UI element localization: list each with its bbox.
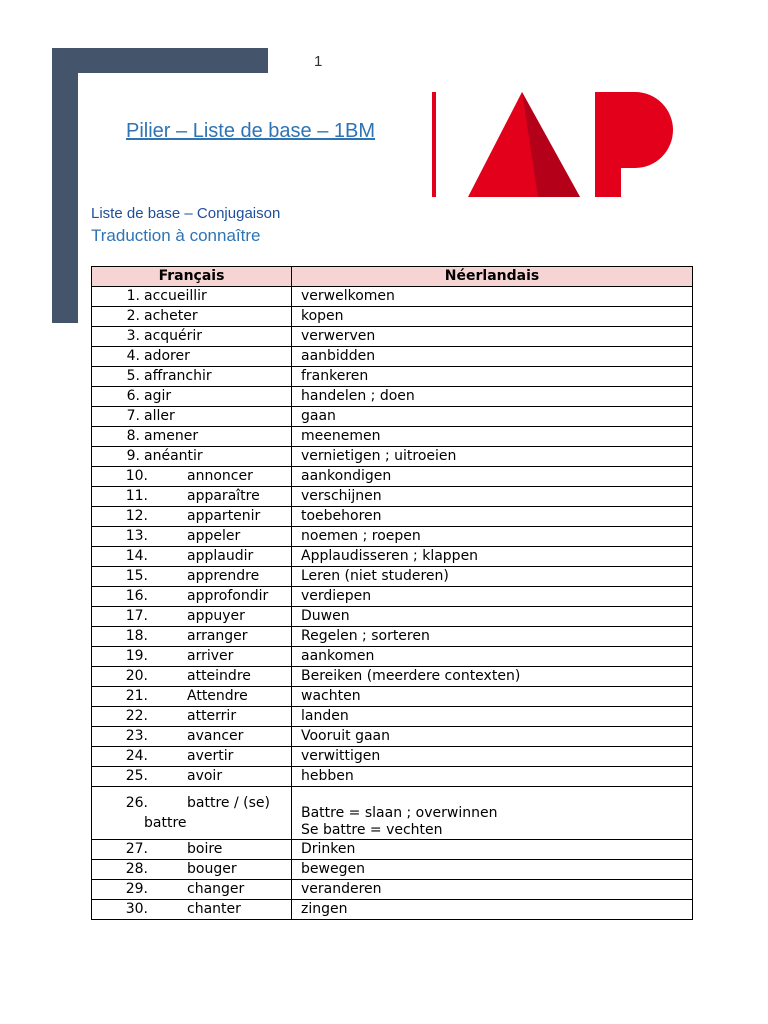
french-verb: agir xyxy=(144,388,172,404)
table-header-row xyxy=(92,267,693,287)
dutch-translation: handelen ; doen xyxy=(301,388,415,404)
dutch-translation: Battre = slaan ; overwinnen xyxy=(301,805,498,821)
row-number: 11. xyxy=(125,488,148,504)
dutch-translation: toebehoren xyxy=(301,508,382,524)
french-verb: arriver xyxy=(187,648,234,664)
dutch-translation: meenemen xyxy=(301,428,381,444)
table-row xyxy=(92,880,693,900)
dutch-translation: frankeren xyxy=(301,368,369,384)
dutch-translation: verwittigen xyxy=(301,748,381,764)
dutch-translation: hebben xyxy=(301,768,354,784)
cell-francais xyxy=(92,327,292,347)
cell-francais xyxy=(92,707,292,727)
cell-francais xyxy=(92,367,292,387)
row-number: 8. xyxy=(126,428,140,444)
dutch-translation: kopen xyxy=(301,308,344,324)
french-verb: adorer xyxy=(144,348,190,364)
table-row xyxy=(92,707,693,727)
cell-francais xyxy=(92,387,292,407)
french-verb: applaudir xyxy=(187,548,254,564)
row-number: 28. xyxy=(125,861,148,877)
row-number: 30. xyxy=(125,901,148,917)
row-number: 15. xyxy=(125,568,148,584)
french-verb: avoir xyxy=(187,768,223,784)
french-verb: arranger xyxy=(187,628,248,644)
ap-logo xyxy=(430,90,680,200)
table-row xyxy=(92,507,693,527)
cell-francais xyxy=(92,860,292,880)
cell-francais xyxy=(92,587,292,607)
row-number: 10. xyxy=(125,468,148,484)
cell-francais xyxy=(92,767,292,787)
table-row xyxy=(92,587,693,607)
row-number: 2. xyxy=(126,308,140,324)
row-number: 26. xyxy=(125,795,148,811)
cell-francais xyxy=(92,447,292,467)
header-neerlandais: Néerlandais xyxy=(292,267,693,287)
cell-francais xyxy=(92,627,292,647)
dutch-translation: verschijnen xyxy=(301,488,382,504)
french-verb: apprendre xyxy=(187,568,260,584)
cell-neerlandais xyxy=(292,507,693,527)
table-row xyxy=(92,627,693,647)
table-row xyxy=(92,447,693,467)
french-verb: annoncer xyxy=(187,468,253,484)
table-row xyxy=(92,427,693,447)
row-number: 21. xyxy=(125,688,148,704)
dutch-translation: Regelen ; sorteren xyxy=(301,628,430,644)
section-heading: Liste de base – Conjugaison xyxy=(91,205,281,222)
row-number: 7. xyxy=(126,408,140,424)
row-number: 4. xyxy=(126,348,140,364)
dutch-translation: noemen ; roepen xyxy=(301,528,421,544)
row-number: 20. xyxy=(125,668,148,684)
decorative-bar-top xyxy=(52,48,268,73)
cell-francais xyxy=(92,687,292,707)
row-number: 23. xyxy=(125,728,148,744)
cell-neerlandais xyxy=(292,767,693,787)
cell-francais xyxy=(92,427,292,447)
dutch-translation: gaan xyxy=(301,408,336,424)
french-verb: changer xyxy=(187,881,245,897)
table-row xyxy=(92,327,693,347)
dutch-translation: Drinken xyxy=(301,841,356,857)
row-number: 27. xyxy=(125,841,148,857)
page-number: 1 xyxy=(314,53,323,70)
table-row xyxy=(92,367,693,387)
cell-francais xyxy=(92,900,292,920)
cell-neerlandais xyxy=(292,547,693,567)
table-row xyxy=(92,407,693,427)
dutch-translation: bewegen xyxy=(301,861,365,877)
french-verb: battre / (se) xyxy=(187,795,270,811)
cell-neerlandais xyxy=(292,627,693,647)
dutch-translation: vernietigen ; uitroeien xyxy=(301,448,457,464)
french-verb: bouger xyxy=(187,861,237,877)
cell-neerlandais xyxy=(292,647,693,667)
cell-francais xyxy=(92,527,292,547)
cell-neerlandais xyxy=(292,787,693,840)
cell-neerlandais xyxy=(292,727,693,747)
row-number: 9. xyxy=(126,448,140,464)
cell-francais xyxy=(92,307,292,327)
cell-neerlandais xyxy=(292,387,693,407)
french-verb: approfondir xyxy=(187,588,269,604)
table-row xyxy=(92,387,693,407)
french-verb: acheter xyxy=(144,308,198,324)
cell-francais xyxy=(92,647,292,667)
vocabulary-table xyxy=(91,266,693,920)
cell-neerlandais xyxy=(292,840,693,860)
row-number: 13. xyxy=(125,528,148,544)
table-row xyxy=(92,900,693,920)
table-row xyxy=(92,287,693,307)
row-number: 29. xyxy=(125,881,148,897)
table-row xyxy=(92,467,693,487)
table-row xyxy=(92,347,693,367)
dutch-translation: aankondigen xyxy=(301,468,392,484)
cell-neerlandais xyxy=(292,707,693,727)
dutch-translation: Duwen xyxy=(301,608,350,624)
dutch-translation: wachten xyxy=(301,688,361,704)
row-number: 17. xyxy=(125,608,148,624)
row-number: 12. xyxy=(125,508,148,524)
dutch-translation: landen xyxy=(301,708,349,724)
cell-neerlandais xyxy=(292,307,693,327)
cell-neerlandais xyxy=(292,567,693,587)
french-verb: avertir xyxy=(187,748,234,764)
dutch-translation: verwelkomen xyxy=(301,288,395,304)
cell-neerlandais xyxy=(292,427,693,447)
table-row xyxy=(92,840,693,860)
cell-neerlandais xyxy=(292,860,693,880)
french-verb: atterrir xyxy=(187,708,237,724)
cell-francais xyxy=(92,407,292,427)
french-verb: appartenir xyxy=(187,508,261,524)
french-verb: appuyer xyxy=(187,608,245,624)
table-row xyxy=(92,547,693,567)
header-francais: Français xyxy=(92,267,292,287)
french-verb: atteindre xyxy=(187,668,251,684)
cell-neerlandais xyxy=(292,587,693,607)
french-verb: Attendre xyxy=(187,688,248,704)
table-row xyxy=(92,307,693,327)
row-number: 22. xyxy=(125,708,148,724)
row-number: 16. xyxy=(125,588,148,604)
cell-neerlandais xyxy=(292,347,693,367)
cell-neerlandais xyxy=(292,447,693,467)
row-number: 3. xyxy=(126,328,140,344)
page-title: Pilier – Liste de base – 1BM xyxy=(126,120,376,142)
dutch-translation: aanbidden xyxy=(301,348,376,364)
french-verb: amener xyxy=(144,428,199,444)
table-row xyxy=(92,687,693,707)
section-subheading: Traduction à connaître xyxy=(91,226,261,245)
cell-neerlandais xyxy=(292,607,693,627)
dutch-translation: veranderen xyxy=(301,881,382,897)
table-row xyxy=(92,667,693,687)
table-row xyxy=(92,727,693,747)
cell-francais xyxy=(92,607,292,627)
cell-neerlandais xyxy=(292,900,693,920)
french-verb: affranchir xyxy=(144,368,212,384)
row-number: 5. xyxy=(126,368,140,384)
dutch-translation: Bereiken (meerdere contexten) xyxy=(301,668,521,684)
french-verb: accueillir xyxy=(144,288,207,304)
french-verb-continuation: battre xyxy=(144,815,187,831)
cell-francais xyxy=(92,787,292,840)
cell-neerlandais xyxy=(292,880,693,900)
row-number: 24. xyxy=(125,748,148,764)
cell-francais xyxy=(92,567,292,587)
cell-neerlandais xyxy=(292,687,693,707)
dutch-translation: Vooruit gaan xyxy=(301,728,390,744)
table-row xyxy=(92,527,693,547)
dutch-translation: verdiepen xyxy=(301,588,372,604)
cell-neerlandais xyxy=(292,467,693,487)
cell-francais xyxy=(92,347,292,367)
row-number: 19. xyxy=(125,648,148,664)
cell-francais xyxy=(92,507,292,527)
table-row xyxy=(92,787,693,840)
table-row xyxy=(92,487,693,507)
cell-neerlandais xyxy=(292,747,693,767)
french-verb: appeler xyxy=(187,528,241,544)
cell-francais xyxy=(92,667,292,687)
dutch-translation-line2: Se battre = vechten xyxy=(301,822,443,838)
cell-neerlandais xyxy=(292,287,693,307)
cell-neerlandais xyxy=(292,487,693,507)
table-row xyxy=(92,747,693,767)
french-verb: acquérir xyxy=(144,328,203,344)
cell-francais xyxy=(92,747,292,767)
french-verb: apparaître xyxy=(187,488,260,504)
french-verb: anéantir xyxy=(144,448,203,464)
row-number: 14. xyxy=(125,548,148,564)
dutch-translation: aankomen xyxy=(301,648,375,664)
row-number: 25. xyxy=(125,768,148,784)
cell-francais xyxy=(92,287,292,307)
cell-neerlandais xyxy=(292,407,693,427)
cell-francais xyxy=(92,880,292,900)
dutch-translation: zingen xyxy=(301,901,348,917)
cell-neerlandais xyxy=(292,527,693,547)
row-number: 1. xyxy=(126,288,140,304)
cell-neerlandais xyxy=(292,667,693,687)
dutch-translation: Leren (niet studeren) xyxy=(301,568,449,584)
cell-neerlandais xyxy=(292,327,693,347)
french-verb: boire xyxy=(187,841,223,857)
cell-francais xyxy=(92,487,292,507)
cell-francais xyxy=(92,467,292,487)
cell-francais xyxy=(92,727,292,747)
cell-francais xyxy=(92,840,292,860)
cell-francais xyxy=(92,547,292,567)
table-row xyxy=(92,607,693,627)
dutch-translation: verwerven xyxy=(301,328,376,344)
table-row xyxy=(92,860,693,880)
french-verb: avancer xyxy=(187,728,244,744)
row-number: 18. xyxy=(125,628,148,644)
french-verb: aller xyxy=(144,408,175,424)
row-number: 6. xyxy=(126,388,140,404)
french-verb: chanter xyxy=(187,901,241,917)
table-row xyxy=(92,567,693,587)
table-row xyxy=(92,767,693,787)
dutch-translation: Applaudisseren ; klappen xyxy=(301,548,479,564)
cell-neerlandais xyxy=(292,367,693,387)
table-row xyxy=(92,647,693,667)
decorative-bar-left xyxy=(52,48,78,323)
